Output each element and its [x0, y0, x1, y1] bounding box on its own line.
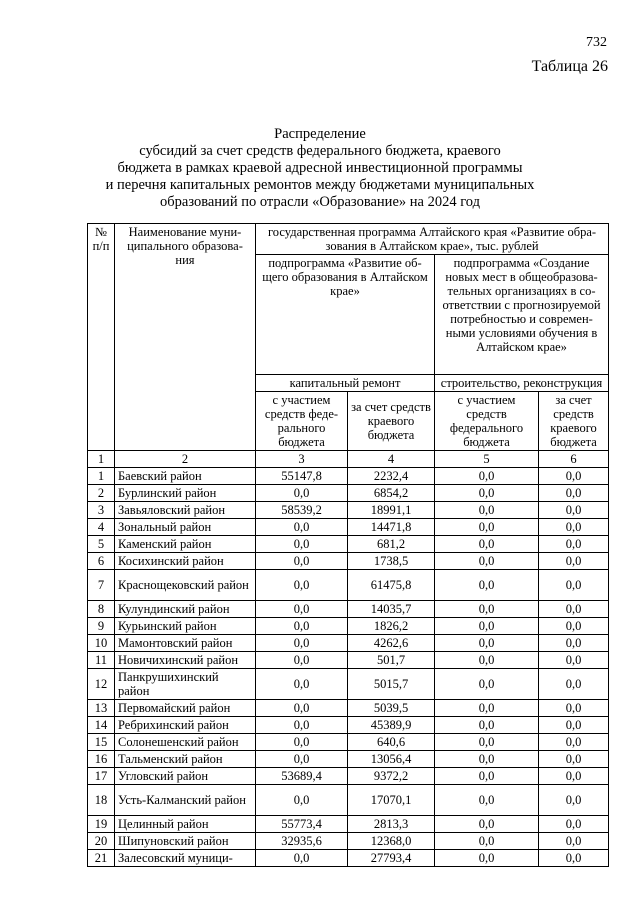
header-col6: за счет средств краевого бюджета — [539, 392, 609, 451]
table-row — [88, 652, 609, 669]
row-number: 10 — [88, 635, 115, 652]
row-number: 12 — [88, 669, 115, 700]
value-federal-construction: 0,0 — [435, 816, 539, 833]
row-number: 5 — [88, 536, 115, 553]
title-line: Распределение — [274, 126, 366, 142]
title-line: и перечня капитальных ремонтов между бюджетами муниципальных — [105, 177, 535, 193]
table-row — [88, 468, 609, 485]
value-federal-construction: 0,0 — [435, 850, 539, 867]
row-number: 19 — [88, 816, 115, 833]
row-number: 14 — [88, 717, 115, 734]
row-number: 15 — [88, 734, 115, 751]
row-number: 6 — [88, 553, 115, 570]
value-regional-construction: 0,0 — [539, 669, 609, 700]
table-row — [88, 553, 609, 570]
header-num: № п/п — [88, 224, 115, 451]
district-name: Краснощековский район — [115, 570, 256, 601]
value-federal-repair: 0,0 — [256, 669, 348, 700]
row-number: 11 — [88, 652, 115, 669]
header-col4: за счет средств краевого бюджета — [348, 392, 435, 451]
value-regional-repair: 17070,1 — [348, 785, 435, 816]
value-federal-repair: 0,0 — [256, 751, 348, 768]
row-number: 2 — [88, 485, 115, 502]
district-name: Новичихинский район — [115, 652, 256, 669]
title-line: субсидий за счет средств федерального бюджета, краевого — [139, 143, 501, 159]
value-regional-repair: 1738,5 — [348, 553, 435, 570]
value-regional-repair: 5039,5 — [348, 700, 435, 717]
index-cell: 5 — [435, 451, 539, 468]
table-row — [88, 635, 609, 652]
table-row — [88, 734, 609, 751]
row-number: 17 — [88, 768, 115, 785]
subsidy-table — [87, 223, 609, 867]
table-label: Таблица 26 — [531, 58, 608, 75]
value-regional-construction: 0,0 — [539, 485, 609, 502]
value-regional-construction: 0,0 — [539, 570, 609, 601]
value-regional-repair: 681,2 — [348, 536, 435, 553]
index-cell: 4 — [348, 451, 435, 468]
title-line: образований по отрасли «Образование» на 2024 год — [160, 194, 480, 210]
row-number: 3 — [88, 502, 115, 519]
value-regional-construction: 0,0 — [539, 717, 609, 734]
value-regional-repair: 14035,7 — [348, 601, 435, 618]
value-federal-construction: 0,0 — [435, 751, 539, 768]
row-number: 20 — [88, 833, 115, 850]
value-federal-construction: 0,0 — [435, 468, 539, 485]
document-title — [0, 126, 640, 211]
district-name: Баевский район — [115, 468, 256, 485]
header-subprogram-new-places: подпрограмма «Создание новых мест в общеобразова-тельных организациях в со-ответствии с прогнозируемой потребностью и современ-ными условиями обучения в Алтайском крае» — [435, 255, 609, 375]
row-number: 18 — [88, 785, 115, 816]
value-regional-construction: 0,0 — [539, 468, 609, 485]
table-row — [88, 833, 609, 850]
value-federal-repair: 0,0 — [256, 601, 348, 618]
value-federal-repair: 0,0 — [256, 700, 348, 717]
table-row — [88, 485, 609, 502]
value-federal-construction: 0,0 — [435, 601, 539, 618]
value-regional-repair: 6854,2 — [348, 485, 435, 502]
district-name: Тальменский район — [115, 751, 256, 768]
value-regional-repair: 2813,3 — [348, 816, 435, 833]
value-regional-construction: 0,0 — [539, 635, 609, 652]
district-name: Мамонтовский район — [115, 635, 256, 652]
value-federal-construction: 0,0 — [435, 717, 539, 734]
title-line: бюджета в рамках краевой адресной инвестиционной программы — [117, 160, 523, 176]
value-regional-construction: 0,0 — [539, 816, 609, 833]
value-regional-construction: 0,0 — [539, 833, 609, 850]
row-number: 7 — [88, 570, 115, 601]
table-row — [88, 601, 609, 618]
value-federal-repair: 0,0 — [256, 734, 348, 751]
header-col3: с участием средств феде-рального бюджета — [256, 392, 348, 451]
value-regional-repair: 12368,0 — [348, 833, 435, 850]
district-name: Курьинский район — [115, 618, 256, 635]
district-name: Солонешенский район — [115, 734, 256, 751]
value-regional-repair: 1826,2 — [348, 618, 435, 635]
value-federal-repair: 0,0 — [256, 652, 348, 669]
table-row — [88, 618, 609, 635]
table-row — [88, 816, 609, 833]
value-regional-construction: 0,0 — [539, 601, 609, 618]
value-regional-repair: 2232,4 — [348, 468, 435, 485]
value-regional-repair: 5015,7 — [348, 669, 435, 700]
row-number: 21 — [88, 850, 115, 867]
table-row — [88, 519, 609, 536]
row-number: 4 — [88, 519, 115, 536]
value-regional-construction: 0,0 — [539, 768, 609, 785]
value-federal-repair: 0,0 — [256, 485, 348, 502]
page-number: 732 — [586, 35, 607, 50]
value-federal-construction: 0,0 — [435, 669, 539, 700]
value-federal-repair: 0,0 — [256, 717, 348, 734]
value-regional-construction: 0,0 — [539, 618, 609, 635]
value-federal-repair: 0,0 — [256, 570, 348, 601]
header-construction: строительство, реконструкция — [435, 375, 609, 392]
district-name: Завьяловский район — [115, 502, 256, 519]
index-cell: 1 — [88, 451, 115, 468]
row-number: 13 — [88, 700, 115, 717]
value-regional-construction: 0,0 — [539, 785, 609, 816]
value-regional-construction: 0,0 — [539, 652, 609, 669]
value-regional-construction: 0,0 — [539, 553, 609, 570]
district-name: Бурлинский район — [115, 485, 256, 502]
value-federal-construction: 0,0 — [435, 833, 539, 850]
value-regional-construction: 0,0 — [539, 519, 609, 536]
header-name: Наименование муни-ципального образова-ния — [115, 224, 256, 451]
value-federal-construction: 0,0 — [435, 635, 539, 652]
district-name: Панкрушихинский район — [115, 669, 256, 700]
table-row — [88, 502, 609, 519]
value-federal-repair: 32935,6 — [256, 833, 348, 850]
value-federal-repair: 0,0 — [256, 785, 348, 816]
value-federal-repair: 0,0 — [256, 519, 348, 536]
district-name: Залесовский муници- — [115, 850, 256, 867]
value-regional-repair: 640,6 — [348, 734, 435, 751]
table-row — [88, 669, 609, 700]
value-regional-repair: 13056,4 — [348, 751, 435, 768]
value-federal-construction: 0,0 — [435, 700, 539, 717]
value-federal-repair: 0,0 — [256, 536, 348, 553]
value-federal-repair: 55773,4 — [256, 816, 348, 833]
value-federal-construction: 0,0 — [435, 652, 539, 669]
value-regional-construction: 0,0 — [539, 734, 609, 751]
value-regional-repair: 9372,2 — [348, 768, 435, 785]
value-regional-repair: 61475,8 — [348, 570, 435, 601]
table-row — [88, 785, 609, 816]
district-name: Ребрихинский район — [115, 717, 256, 734]
value-regional-construction: 0,0 — [539, 700, 609, 717]
header-col5: с участием средств федерального бюджета — [435, 392, 539, 451]
district-name: Угловский район — [115, 768, 256, 785]
row-number: 1 — [88, 468, 115, 485]
district-name: Усть-Калманский район — [115, 785, 256, 816]
table-row — [88, 536, 609, 553]
value-federal-repair: 55147,8 — [256, 468, 348, 485]
district-name: Каменский район — [115, 536, 256, 553]
value-regional-repair: 18991,1 — [348, 502, 435, 519]
value-federal-construction: 0,0 — [435, 502, 539, 519]
value-federal-construction: 0,0 — [435, 519, 539, 536]
row-number: 9 — [88, 618, 115, 635]
value-federal-repair: 0,0 — [256, 553, 348, 570]
header-program: государственная программа Алтайского края «Развитие обра-зования в Алтайском крае», тыс. рублей — [256, 224, 609, 255]
value-federal-construction: 0,0 — [435, 618, 539, 635]
value-regional-construction: 0,0 — [539, 536, 609, 553]
value-regional-repair: 501,7 — [348, 652, 435, 669]
value-federal-repair: 58539,2 — [256, 502, 348, 519]
value-regional-repair: 45389,9 — [348, 717, 435, 734]
value-federal-repair: 0,0 — [256, 850, 348, 867]
value-federal-construction: 0,0 — [435, 785, 539, 816]
table-body — [88, 468, 609, 867]
district-name: Кулундинский район — [115, 601, 256, 618]
district-name: Зональный район — [115, 519, 256, 536]
value-federal-construction: 0,0 — [435, 553, 539, 570]
header-subprogram-general: подпрограмма «Развитие об-щего образования в Алтайском крае» — [256, 255, 435, 375]
table-row — [88, 717, 609, 734]
value-federal-repair: 0,0 — [256, 635, 348, 652]
table-row — [88, 700, 609, 717]
district-name: Шипуновский район — [115, 833, 256, 850]
row-number: 16 — [88, 751, 115, 768]
value-federal-construction: 0,0 — [435, 768, 539, 785]
value-federal-construction: 0,0 — [435, 734, 539, 751]
value-regional-construction: 0,0 — [539, 502, 609, 519]
index-cell: 3 — [256, 451, 348, 468]
district-name: Косихинский район — [115, 553, 256, 570]
value-regional-repair: 14471,8 — [348, 519, 435, 536]
district-name: Целинный район — [115, 816, 256, 833]
value-regional-construction: 0,0 — [539, 850, 609, 867]
value-regional-repair: 27793,4 — [348, 850, 435, 867]
index-cell: 2 — [115, 451, 256, 468]
value-federal-construction: 0,0 — [435, 536, 539, 553]
value-regional-construction: 0,0 — [539, 751, 609, 768]
row-number: 8 — [88, 601, 115, 618]
table-row — [88, 570, 609, 601]
value-federal-construction: 0,0 — [435, 485, 539, 502]
district-name: Первомайский район — [115, 700, 256, 717]
value-federal-construction: 0,0 — [435, 570, 539, 601]
header-capital-repair: капитальный ремонт — [256, 375, 435, 392]
table-row — [88, 751, 609, 768]
index-cell: 6 — [539, 451, 609, 468]
value-federal-repair: 53689,4 — [256, 768, 348, 785]
table-row — [88, 768, 609, 785]
value-regional-repair: 4262,6 — [348, 635, 435, 652]
table-row — [88, 850, 609, 867]
value-federal-repair: 0,0 — [256, 618, 348, 635]
